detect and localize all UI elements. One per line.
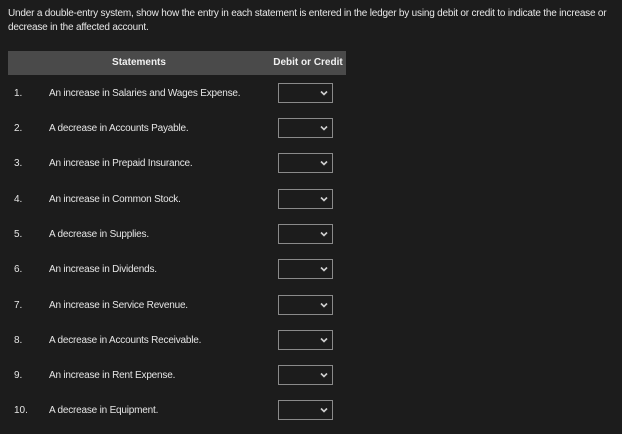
debit-credit-select[interactable] (278, 83, 333, 103)
chevron-down-icon (319, 370, 329, 380)
chevron-down-icon (319, 158, 329, 168)
instructions-text: Under a double-entry system, show how the entry in each statement is entered in the ledger by using debit or credit to indicate the increase or decrease in the affected account. (8, 8, 607, 33)
debit-credit-select[interactable] (278, 153, 333, 173)
header-statements: Statements (112, 57, 166, 68)
table-row (8, 116, 346, 142)
statement-text: An increase in Prepaid Insurance. (49, 158, 193, 169)
row-number: 10. (14, 405, 28, 416)
table-row (8, 222, 346, 248)
chevron-down-icon (319, 229, 329, 239)
chevron-down-icon (319, 88, 329, 98)
statement-text: A decrease in Supplies. (49, 229, 149, 240)
statement-text: An increase in Dividends. (49, 264, 157, 275)
table-row (8, 293, 346, 319)
table-header (8, 51, 346, 75)
statement-text: A decrease in Accounts Receivable. (49, 335, 202, 346)
table-row (8, 363, 346, 389)
statement-text: A decrease in Accounts Payable. (49, 123, 189, 134)
debit-credit-select[interactable] (278, 295, 333, 315)
chevron-down-icon (319, 123, 329, 133)
statement-text: An increase in Common Stock. (49, 194, 181, 205)
table-row (8, 398, 346, 424)
debit-credit-select[interactable] (278, 189, 333, 209)
table-row (8, 151, 346, 177)
header-debit-or-credit: Debit or Credit (273, 57, 343, 68)
statement-text: An increase in Service Revenue. (49, 300, 188, 311)
debit-credit-select[interactable] (278, 400, 333, 420)
chevron-down-icon (319, 335, 329, 345)
table-row (8, 81, 346, 107)
row-number: 9. (14, 370, 23, 381)
statement-text: A decrease in Equipment. (49, 405, 159, 416)
debit-credit-select[interactable] (278, 259, 333, 279)
chevron-down-icon (319, 194, 329, 204)
table-row (8, 257, 346, 283)
row-number: 5. (14, 229, 23, 240)
row-number: 3. (14, 158, 23, 169)
debit-credit-select[interactable] (278, 330, 333, 350)
row-number: 4. (14, 194, 23, 205)
row-number: 8. (14, 335, 23, 346)
row-number: 2. (14, 123, 23, 134)
statement-text: An increase in Rent Expense. (49, 370, 176, 381)
row-number: 6. (14, 264, 23, 275)
debit-credit-select[interactable] (278, 224, 333, 244)
row-number: 1. (14, 88, 23, 99)
chevron-down-icon (319, 405, 329, 415)
table-row (8, 328, 346, 354)
row-number: 7. (14, 300, 23, 311)
table-row (8, 187, 346, 213)
chevron-down-icon (319, 264, 329, 274)
chevron-down-icon (319, 300, 329, 310)
debit-credit-select[interactable] (278, 118, 333, 138)
debit-credit-select[interactable] (278, 365, 333, 385)
statement-text: An increase in Salaries and Wages Expense. (49, 88, 241, 99)
